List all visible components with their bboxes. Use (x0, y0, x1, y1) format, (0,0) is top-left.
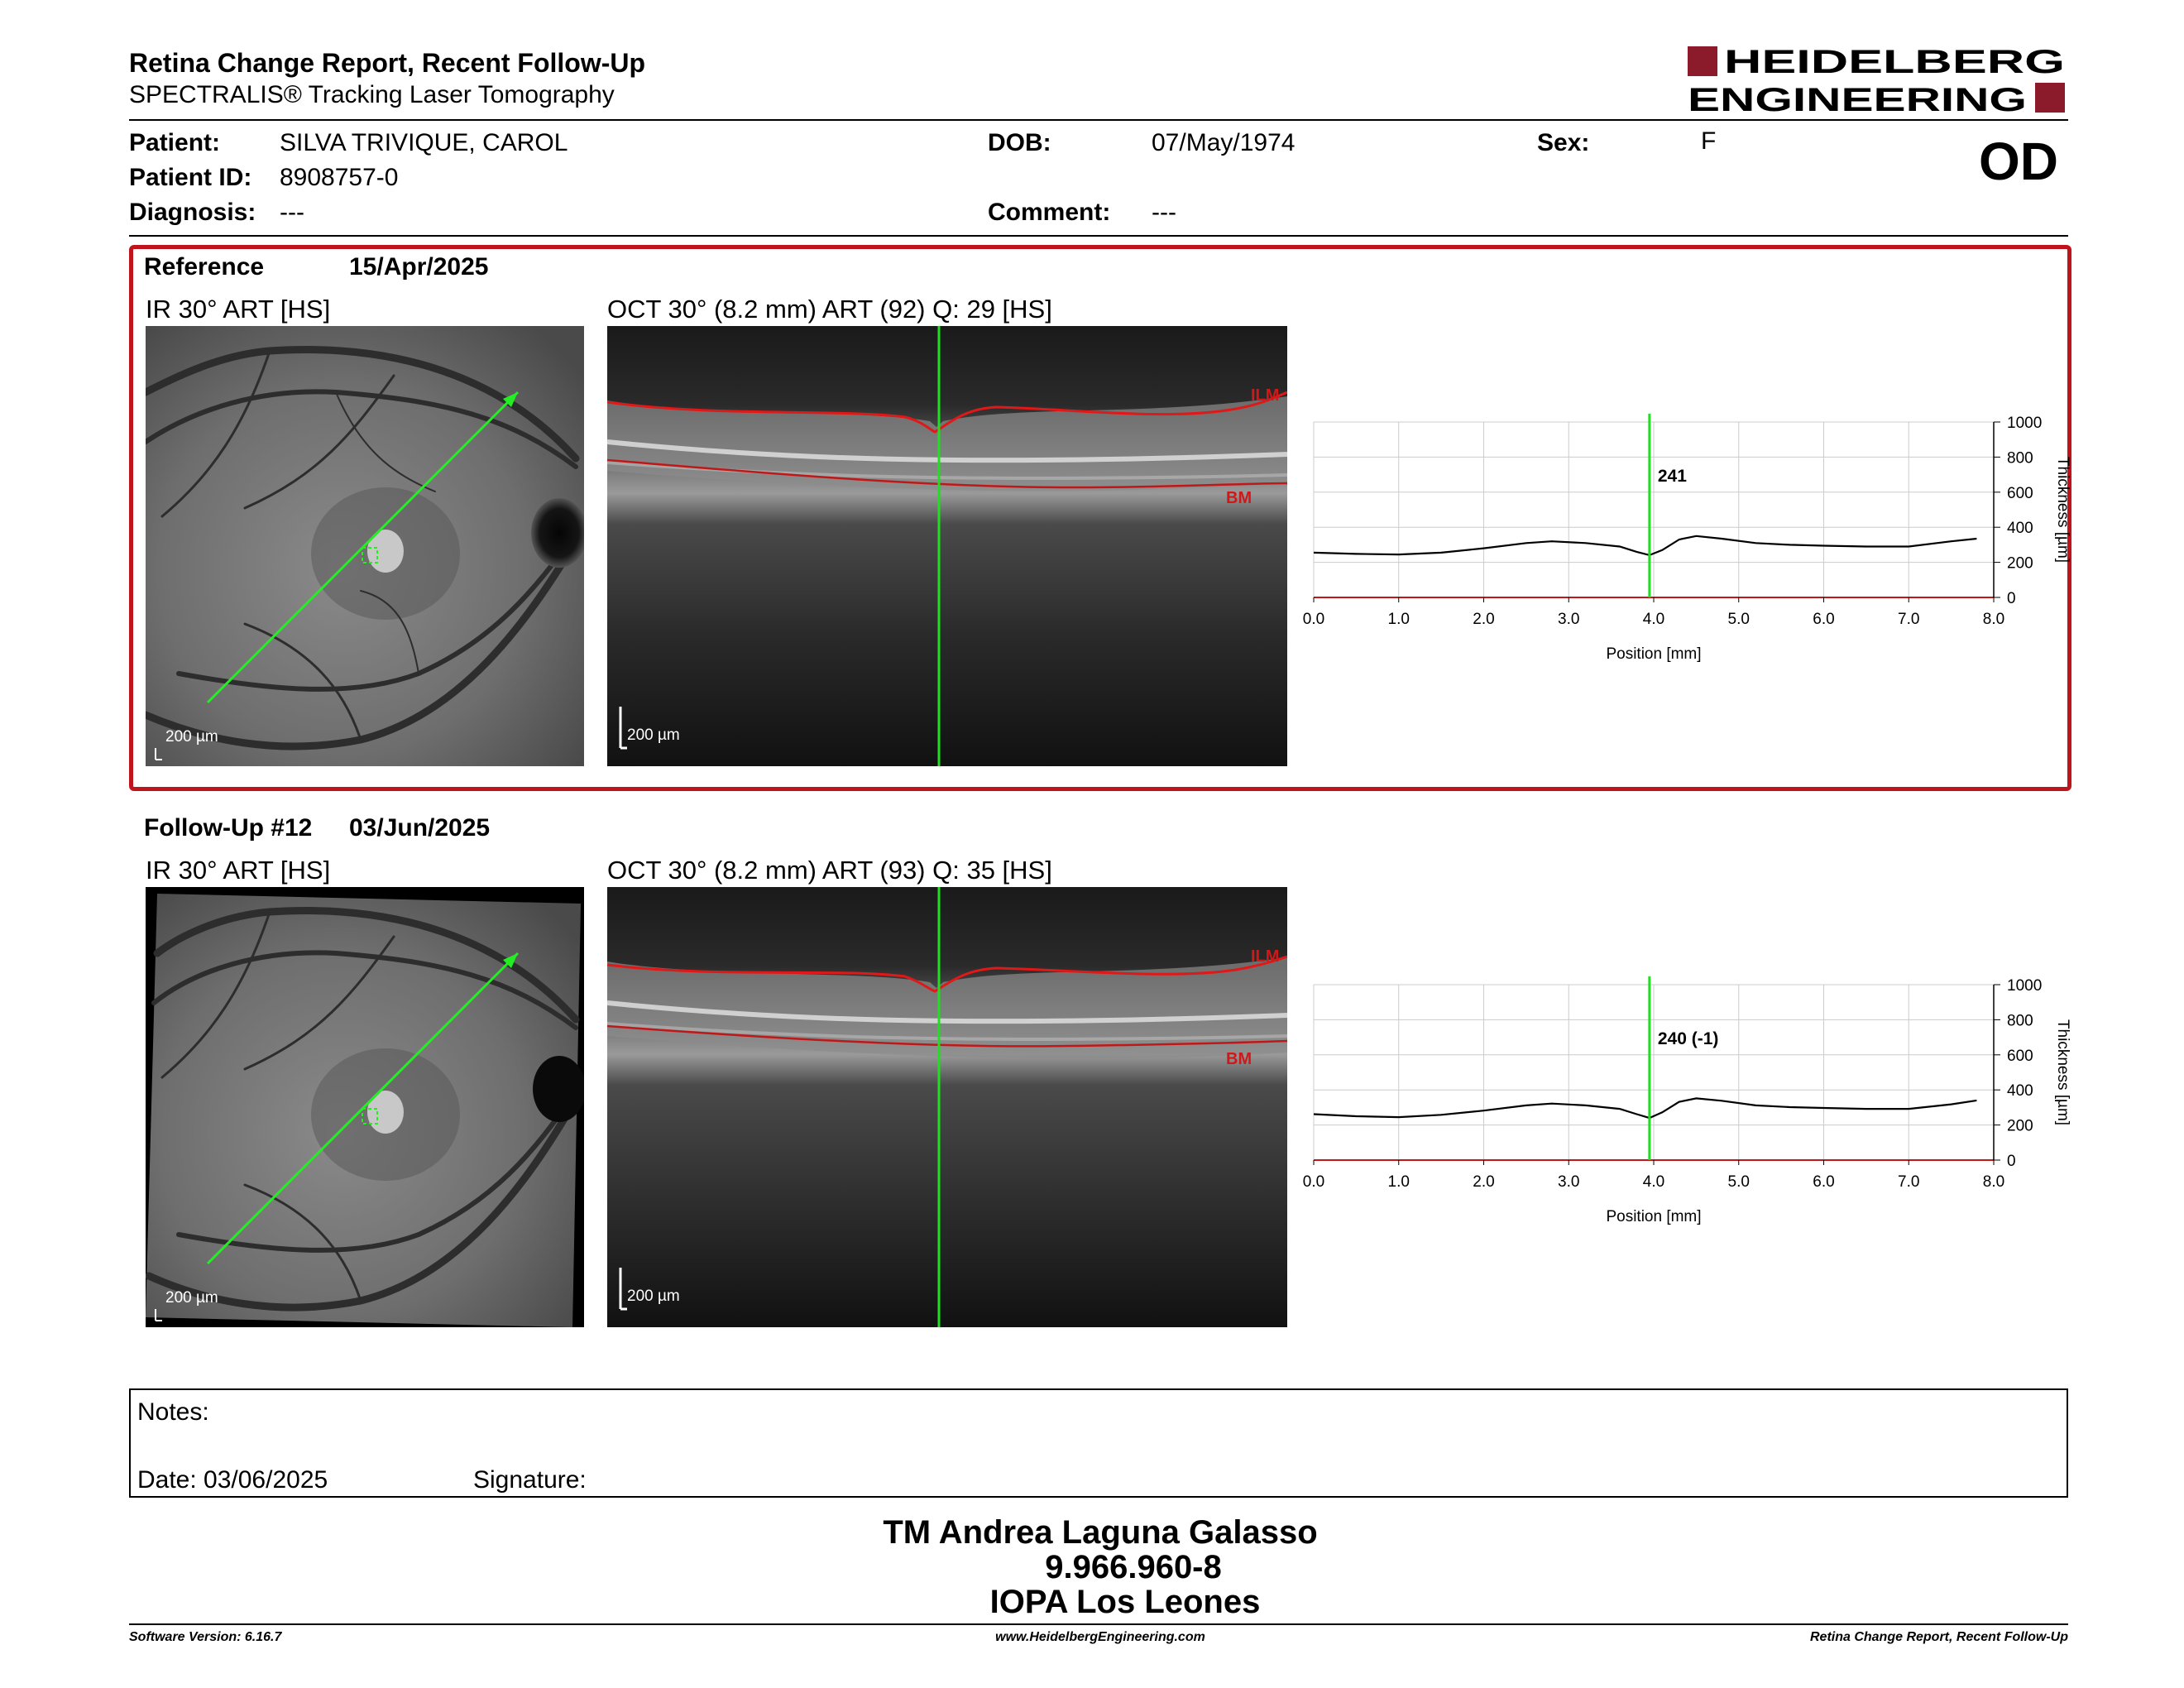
x-tick-label: 6.0 (1813, 611, 1835, 628)
reference-bm-label: BM (1226, 489, 1252, 507)
comment-value: --- (1152, 199, 1176, 226)
reference-date: 15/Apr/2025 (349, 253, 489, 281)
signature-label: Signature: (473, 1466, 587, 1494)
diagnosis-value: --- (280, 199, 304, 226)
followup-oct-title: OCT 30° (8.2 mm) ART (93) Q: 35 [HS] (607, 856, 1052, 885)
patient-label: Patient: (129, 129, 221, 156)
logo-line1: HEIDELBERG (1724, 45, 2065, 80)
y-axis-label: Thickness [µm] (2054, 1019, 2071, 1126)
x-tick-label: 3.0 (1558, 1173, 1580, 1191)
signer-id: 9.966.960-8 (1045, 1549, 1222, 1585)
y-tick-label: 800 (2007, 1012, 2033, 1030)
x-tick-label: 6.0 (1813, 1173, 1835, 1191)
logo-line2: ENGINEERING (1688, 82, 2027, 116)
heidelberg-logo (1688, 45, 2068, 116)
x-tick-label: 2.0 (1473, 611, 1495, 628)
x-tick-label: 5.0 (1727, 1173, 1750, 1191)
x-tick-label: 5.0 (1727, 611, 1750, 628)
cursor-value-label: 240 (-1) (1657, 1029, 1719, 1049)
x-tick-label: 8.0 (1982, 611, 2005, 628)
followup-ilm-label: ILM (1251, 947, 1280, 966)
y-tick-label: 800 (2007, 449, 2033, 468)
software-version: Software Version: 6.16.7 (129, 1630, 282, 1644)
followup-thickness-chart (1299, 968, 2076, 1241)
followup-ir-scale: 200 µm (165, 1289, 218, 1307)
x-tick-label: 0.0 (1302, 1173, 1325, 1191)
x-tick-label: 4.0 (1642, 611, 1665, 628)
x-axis-label: Position [mm] (1606, 645, 1702, 663)
eye-indicator: OD (1979, 132, 2058, 191)
y-tick-label: 400 (2007, 520, 2033, 538)
cursor-value-label: 241 (1657, 467, 1687, 487)
reference-ir-scale: 200 µm (165, 728, 218, 746)
y-tick-label: 200 (2007, 1117, 2033, 1135)
x-tick-label: 7.0 (1898, 611, 1920, 628)
x-tick-label: 3.0 (1558, 611, 1580, 628)
x-tick-label: 4.0 (1642, 1173, 1665, 1191)
followup-ir-title: IR 30° ART [HS] (146, 856, 331, 885)
x-tick-label: 7.0 (1898, 1173, 1920, 1191)
reference-oct-scale: 200 µm (627, 727, 680, 744)
followup-ir-image (146, 887, 584, 1327)
reference-thickness-chart (1299, 405, 2076, 679)
dob-label: DOB: (988, 129, 1051, 156)
y-axis-label: Thickness [µm] (2054, 456, 2071, 563)
sex-label: Sex: (1537, 129, 1590, 156)
x-tick-label: 0.0 (1302, 611, 1325, 628)
thickness-series-line (1314, 536, 1976, 555)
x-tick-label: 8.0 (1982, 1173, 2005, 1191)
reference-oct-image (607, 326, 1287, 766)
reference-ir-image (146, 326, 584, 766)
followup-label: Follow-Up #12 (144, 814, 313, 842)
patient-id: 8908757-0 (280, 164, 399, 191)
website-link[interactable]: www.HeidelbergEngineering.com (995, 1630, 1205, 1644)
x-tick-label: 1.0 (1387, 611, 1410, 628)
reference-label: Reference (144, 253, 265, 281)
x-axis-label: Position [mm] (1606, 1208, 1702, 1225)
followup-oct-image (607, 887, 1287, 1327)
y-tick-label: 0 (2007, 590, 2016, 607)
footer-report-name: Retina Change Report, Recent Follow-Up (1809, 1630, 2068, 1644)
notes-label: Notes: (137, 1398, 209, 1426)
y-tick-label: 0 (2007, 1153, 2016, 1170)
notes-date: Date: 03/06/2025 (137, 1466, 328, 1494)
reference-ilm-label: ILM (1251, 386, 1280, 405)
y-tick-label: 1000 (2007, 415, 2043, 432)
followup-date: 03/Jun/2025 (349, 814, 491, 842)
patient-name: SILVA TRIVIQUE, CAROL (280, 129, 568, 156)
y-tick-label: 600 (2007, 1047, 2033, 1065)
followup-bm-label: BM (1226, 1050, 1252, 1068)
signer-name: TM Andrea Laguna Galasso (883, 1514, 1318, 1551)
reference-oct-title: OCT 30° (8.2 mm) ART (92) Q: 29 [HS] (607, 295, 1052, 324)
dob-value: 07/May/1974 (1152, 129, 1296, 156)
y-tick-label: 600 (2007, 484, 2033, 502)
notes-box[interactable] (129, 1388, 2068, 1498)
y-tick-label: 400 (2007, 1082, 2033, 1101)
signer-place: IOPA Los Leones (989, 1584, 1261, 1620)
y-tick-label: 1000 (2007, 977, 2043, 995)
y-tick-label: 200 (2007, 554, 2033, 573)
comment-label: Comment: (988, 199, 1111, 226)
patient-id-label: Patient ID: (129, 164, 252, 191)
report-title: Retina Change Report, Recent Follow-Up (129, 48, 646, 78)
thickness-series-line (1314, 1098, 1976, 1118)
diagnosis-label: Diagnosis: (129, 199, 256, 226)
sex-value: F (1701, 127, 1717, 155)
x-tick-label: 1.0 (1387, 1173, 1410, 1191)
followup-oct-scale: 200 µm (627, 1288, 680, 1305)
report-subtitle: SPECTRALIS® Tracking Laser Tomography (129, 81, 615, 108)
reference-ir-title: IR 30° ART [HS] (146, 295, 331, 324)
x-tick-label: 2.0 (1473, 1173, 1495, 1191)
